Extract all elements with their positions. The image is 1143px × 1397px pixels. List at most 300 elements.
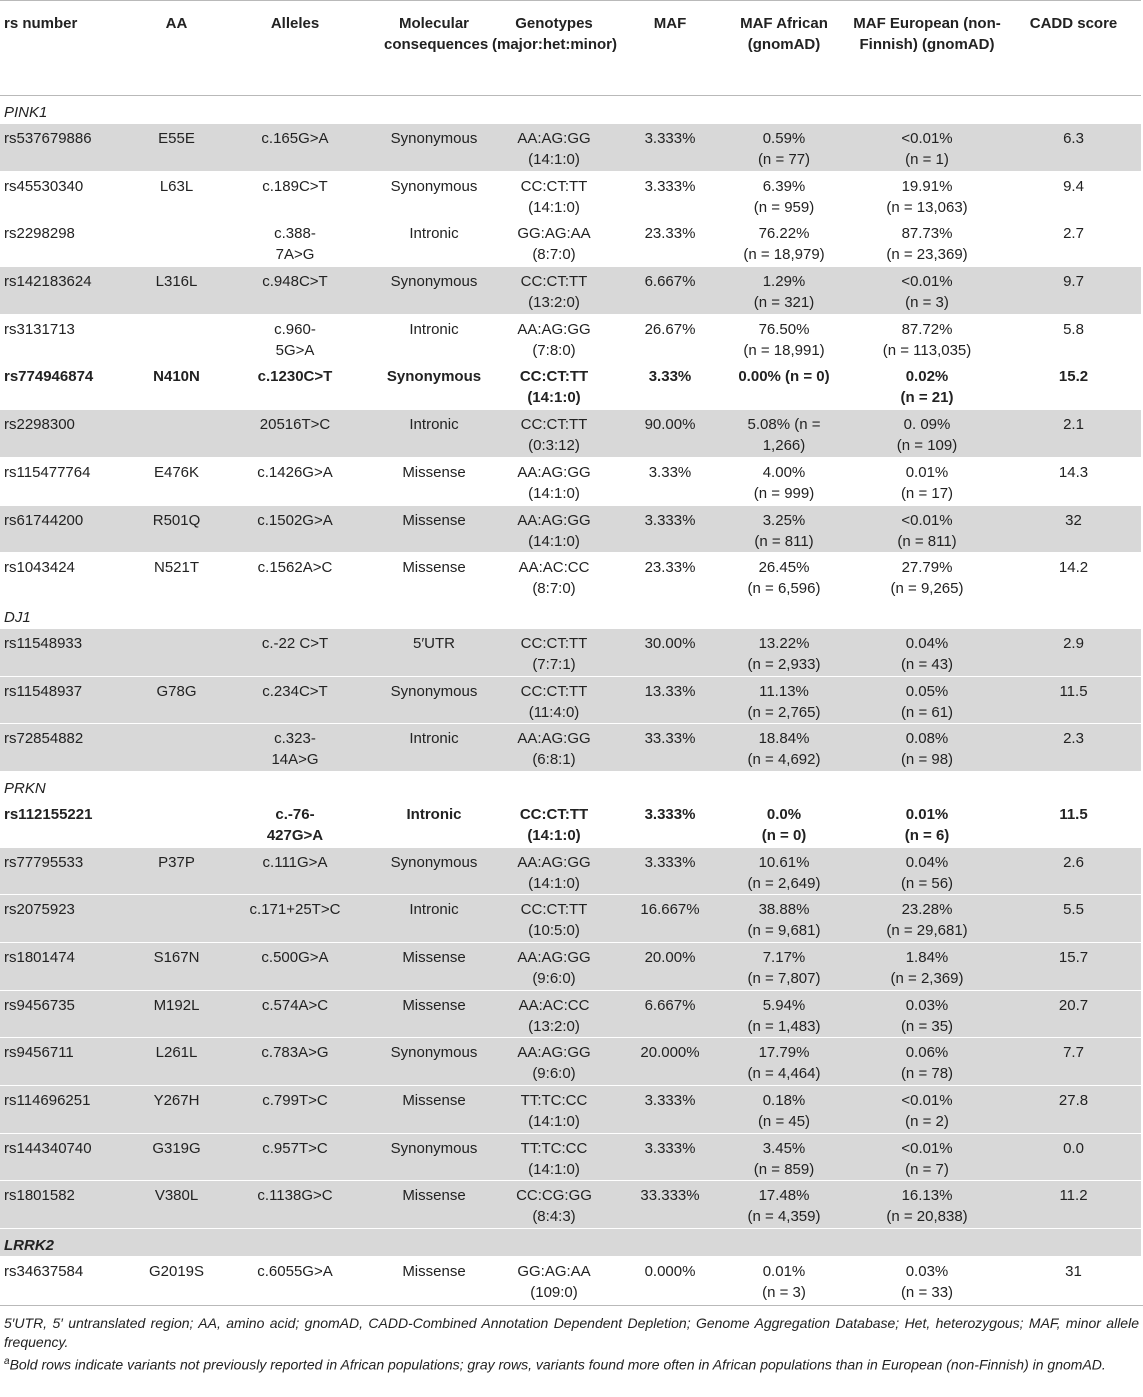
maf-european-cell-line1: 16.13% [901,1187,953,1205]
consequence-cell: Missense [380,457,488,505]
maf-european-cell-line1: 0.04% [905,853,949,871]
genotype-cell [488,410,620,458]
maf-african-cell-line1: 0.00% (n = 0) [738,368,830,386]
allele-cell-line2: 7A>G [275,246,315,264]
maf-cell: 6.667% [620,267,720,315]
aa-cell: L261L [143,1038,210,1086]
footnote-abbreviations: 5′UTR, 5′ untranslated region; AA, amino acid; gnomAD, CADD-Combined Annotation Dependent Depletion; Genome Aggregation Database; Het, heterozygous; MAF, minor allele frequency. [4,1314,1139,1350]
gene-name: DJ1 [0,600,1141,628]
rs-number-cell: rs11548933 [0,628,143,676]
genotype-cell-line1: CC:CT:TT [520,273,588,291]
allele-cell-line2: 14A>G [271,751,319,769]
maf-african-cell-line1: 5.08% (n = [747,416,821,434]
allele-cell: c.574A>C [210,990,380,1038]
aa-cell [143,410,210,458]
maf-african-cell [720,553,848,601]
allele-cell-line1: c.323- [274,730,316,748]
maf-european-cell [848,314,1006,362]
maf-african-cell [720,124,848,172]
col-cadd-score: CADD score [1006,1,1141,96]
maf-european-cell [848,1133,1006,1181]
maf-european-cell-line1: 0.06% [905,1044,949,1062]
genotype-cell-line1: AA:AG:GG [517,1044,591,1062]
cadd-cell: 7.7 [1006,1038,1141,1086]
variant-row [0,895,1141,943]
maf-european-cell-line1: 0.01% [905,463,949,481]
genotype-cell-line1: AA:AG:GG [517,463,591,481]
maf-cell: 33.333% [620,1181,720,1229]
maf-african-cell-line2: (n = 4,692) [747,751,821,769]
maf-cell: 3.333% [620,847,720,895]
rs-number-cell: rs11548937 [0,676,143,724]
cadd-cell: 2.6 [1006,847,1141,895]
maf-african-cell-line1: 76.22% [758,225,810,243]
maf-african-cell-line2: (n = 3) [762,1284,806,1302]
genotype-cell-line2: (7:7:1) [532,655,576,673]
allele-cell: c.234C>T [210,676,380,724]
maf-african-cell-line1: 3.45% [762,1139,806,1157]
genotype-cell-line2: (14:1:0) [528,151,580,168]
maf-african-cell-line1: 17.79% [758,1044,810,1062]
cadd-cell: 14.2 [1006,553,1141,601]
genotype-cell-line2: (13:2:0) [528,294,580,312]
col-maf: MAF [620,1,720,96]
genotype-cell [488,124,620,172]
maf-african-cell-line1: 26.45% [758,559,810,577]
genotype-cell-line2: (8:7:0) [532,246,576,264]
variant-row [0,362,1141,410]
maf-european-cell-line2: (n = 56) [900,874,954,892]
rs-number-cell: rs144340740 [0,1133,143,1181]
aa-cell: L316L [143,267,210,315]
genotype-cell-line1: AA:AC:CC [518,559,590,577]
maf-african-cell-line1: 0.59% [762,130,806,147]
gene-name: PRKN [0,771,1141,799]
genotype-cell [488,724,620,772]
maf-european-cell-line2: (n = 21) [900,389,954,407]
allele-cell [210,799,380,847]
allele-cell: c.189C>T [210,171,380,219]
aa-cell: S167N [143,943,210,991]
consequence-cell: Synonymous [380,1038,488,1086]
maf-african-cell-line1: 0.18% [762,1092,806,1110]
genotype-cell [488,676,620,724]
genotype-cell-line2: (14:1:0) [528,198,580,216]
consequence-cell: Missense [380,990,488,1038]
maf-african-cell-line2: (n = 811) [754,532,814,550]
maf-european-cell-line2: (n = 61) [900,703,954,721]
gene-group-row [0,600,1141,628]
maf-african-cell [720,1181,848,1229]
allele-cell: c.171+25T>C [210,895,380,943]
genotype-cell-line2: (0:3:12) [528,437,580,455]
rs-number-cell: rs774946874 [0,362,143,410]
genotype-cell-line2: (14:1:0) [528,874,580,892]
aa-cell: R501Q [143,505,210,553]
variant-row [0,1038,1141,1086]
allele-cell: c.957T>C [210,1133,380,1181]
maf-european-cell-line2: (n = 6) [904,826,950,844]
cadd-cell: 2.9 [1006,628,1141,676]
maf-african-cell-line2: (n = 18,991) [743,341,825,359]
gene-group-row [0,96,1141,124]
maf-european-cell-line1: 0. 09% [903,416,951,434]
maf-african-cell [720,1133,848,1181]
genotype-cell-line1: CC:CT:TT [520,682,588,700]
maf-european-cell [848,628,1006,676]
maf-african-cell [720,943,848,991]
maf-african-cell [720,267,848,315]
maf-african-cell-line2: (n = 2,933) [747,655,821,673]
col-maf-african: MAF African (gnomAD) [720,1,848,96]
genotype-cell [488,457,620,505]
maf-european-cell-line2: (n = 29,681) [886,922,968,940]
col-rs-number: rs number [0,1,143,96]
genotype-cell-line2: (8:7:0) [532,580,576,598]
genotype-cell [488,362,620,410]
allele-cell: 20516T>C [210,410,380,458]
variant-row [0,943,1141,991]
col-aa: AA [143,1,210,96]
maf-african-cell-line1: 10.61% [758,853,810,871]
genotype-cell-line1: CC:CT:TT [519,805,589,823]
maf-european-cell [848,1181,1006,1229]
aa-cell: P37P [143,847,210,895]
maf-african-cell [720,799,848,847]
maf-european-cell-line1: 87.72% [901,320,953,338]
maf-cell: 3.333% [620,799,720,847]
maf-european-cell [848,219,1006,267]
maf-european-cell-line2: (n = 78) [900,1065,954,1083]
maf-european-cell-line2: (n = 3) [905,294,949,312]
consequence-cell: Synonymous [380,267,488,315]
variant-row [0,553,1141,601]
genotype-cell-line2: (14:1:0) [528,1113,580,1131]
maf-african-cell-line1: 5.94% [762,996,806,1014]
genotype-cell-line2: (9:6:0) [532,970,576,987]
maf-african-cell-line2: (n = 45) [757,1113,811,1131]
allele-cell: c.1426G>A [210,457,380,505]
maf-european-cell [848,676,1006,724]
maf-european-cell [848,724,1006,772]
maf-european-cell [848,1257,1006,1305]
genotype-cell-line1: AA:AG:GG [517,949,591,966]
consequence-cell: Synonymous [380,1133,488,1181]
genotype-cell [488,1086,620,1134]
genotype-cell [488,990,620,1038]
consequence-cell: 5′UTR [380,628,488,676]
allele-cell: c.1562A>C [210,553,380,601]
maf-european-cell-line2: (n = 20,838) [886,1208,968,1226]
consequence-cell: Missense [380,553,488,601]
maf-european-cell [848,553,1006,601]
maf-african-cell [720,505,848,553]
allele-cell-line2: 427G>A [266,826,324,844]
cadd-cell: 20.7 [1006,990,1141,1038]
cadd-cell: 2.3 [1006,724,1141,772]
cadd-cell: 27.8 [1006,1086,1141,1134]
aa-cell: E55E [143,124,210,172]
variant-row [0,1181,1141,1229]
cadd-cell: 11.2 [1006,1181,1141,1229]
consequence-cell: Missense [380,505,488,553]
variant-row [0,124,1141,172]
maf-cell: 26.67% [620,314,720,362]
variant-row [0,314,1141,362]
maf-african-cell [720,1257,848,1305]
genotype-cell-line1: TT:TC:CC [520,1139,588,1157]
maf-european-cell-line1: 0.01% [905,805,949,823]
maf-cell: 33.33% [620,724,720,772]
maf-european-cell [848,362,1006,410]
gene-group-row [0,771,1141,799]
maf-african-cell-line2: 1,266) [762,437,806,455]
maf-cell: 13.33% [620,676,720,724]
rs-number-cell: rs34637584 [0,1257,143,1305]
genotype-cell-line1: CC:CT:TT [520,416,588,434]
genotype-cell-line2: (14:1:0) [527,826,581,844]
maf-european-cell-line2: (n = 1) [905,151,949,168]
footnote-mark: a [4,1355,10,1367]
maf-cell: 0.000% [620,1257,720,1305]
allele-cell: c.948C>T [210,267,380,315]
maf-european-cell-line1: <0.01% [901,511,953,529]
aa-cell: N410N [143,362,210,410]
rs-number-cell: rs45530340 [0,171,143,219]
maf-african-cell-line2: (n = 7,807) [747,970,821,987]
genotype-cell-line2: (13:2:0) [528,1017,580,1035]
aa-cell: L63L [143,171,210,219]
rs-number-cell: rs61744200 [0,505,143,553]
maf-african-cell-line1: 38.88% [758,901,810,919]
maf-european-cell [848,124,1006,172]
variant-row [0,219,1141,267]
maf-european-cell [848,410,1006,458]
rs-number-cell: rs2298300 [0,410,143,458]
table-body [0,96,1141,1305]
cadd-cell: 2.7 [1006,219,1141,267]
genotype-cell-line2: (14:1:0) [528,532,580,550]
maf-african-cell-line2: (n = 321) [753,294,815,312]
variant-row [0,1133,1141,1181]
cadd-cell: 32 [1006,505,1141,553]
gene-name: PINK1 [0,96,1141,124]
maf-european-cell-line2: (n = 13,063) [886,198,968,216]
maf-african-cell-line2: (n = 18,979) [743,246,825,264]
maf-african-cell-line1: 4.00% [762,463,806,481]
maf-african-cell-line2: (n = 4,359) [747,1208,821,1226]
genotype-cell [488,1257,620,1305]
genotype-cell-line1: AA:AG:GG [517,730,591,748]
maf-european-cell [848,1086,1006,1134]
aa-cell: E476K [143,457,210,505]
aa-cell [143,799,210,847]
aa-cell: G319G [143,1133,210,1181]
col-genotypes: Genotypes (major:het:minor) [488,1,620,96]
maf-cell: 3.33% [620,457,720,505]
genotype-cell-line1: CC:CT:TT [520,901,588,919]
maf-european-cell-line2: (n = 23,369) [886,246,968,264]
maf-european-cell-line1: 0.08% [905,730,949,748]
rs-number-cell: rs2075923 [0,895,143,943]
maf-european-cell [848,457,1006,505]
maf-european-cell-line1: 0.03% [905,996,949,1014]
maf-cell: 23.33% [620,553,720,601]
maf-european-cell-line2: (n = 109) [896,437,958,455]
variant-row [0,410,1141,458]
rs-number-cell: rs2298298 [0,219,143,267]
maf-african-cell [720,457,848,505]
maf-african-cell-line1: 11.13% [759,682,809,700]
allele-cell-line2: 5G>A [275,341,315,359]
maf-european-cell [848,1038,1006,1086]
aa-cell [143,628,210,676]
cadd-cell: 0.0 [1006,1133,1141,1181]
genotype-cell-line2: (7:8:0) [532,341,576,359]
variant-row [0,847,1141,895]
maf-african-cell [720,410,848,458]
maf-cell: 3.333% [620,505,720,553]
rs-number-cell: rs1801582 [0,1181,143,1229]
genotype-cell [488,943,620,991]
cadd-cell: 6.3 [1006,124,1141,172]
consequence-cell: Missense [380,1257,488,1305]
consequence-cell: Synonymous [380,847,488,895]
cadd-cell: 5.8 [1006,314,1141,362]
maf-african-cell [720,219,848,267]
maf-european-cell [848,847,1006,895]
variant-row [0,457,1141,505]
consequence-cell: Synonymous [380,362,488,410]
allele-cell: c.1138G>C [210,1181,380,1229]
consequence-cell: Missense [380,1086,488,1134]
table-footnotes [0,1305,1143,1375]
consequence-cell: Synonymous [380,124,488,172]
maf-european-cell-line1: <0.01% [901,1139,953,1157]
genotype-cell [488,1181,620,1229]
gene-group-row [0,1229,1141,1257]
aa-cell: G78G [143,676,210,724]
rs-number-cell: rs537679886 [0,124,143,172]
cadd-cell: 9.7 [1006,267,1141,315]
cadd-cell: 5.5 [1006,895,1141,943]
maf-european-cell [848,799,1006,847]
genotype-cell-line1: AA:AC:CC [518,996,590,1014]
variant-row [0,990,1141,1038]
maf-cell: 3.333% [620,171,720,219]
maf-european-cell [848,990,1006,1038]
consequence-cell: Missense [380,943,488,991]
maf-african-cell-line2: (n = 859) [753,1160,815,1178]
maf-african-cell-line1: 76.50% [758,320,810,338]
maf-cell: 90.00% [620,410,720,458]
allele-cell: c.1502G>A [210,505,380,553]
genotype-cell-line2: (8:4:3) [532,1208,576,1226]
maf-african-cell [720,990,848,1038]
genotype-cell-line2: (9:6:0) [532,1065,576,1083]
allele-cell-line1: c.960- [274,320,316,338]
allele-cell [210,314,380,362]
header-row [0,1,1141,96]
maf-african-cell-line2: (n = 2,649) [747,874,821,892]
rs-number-cell: rs77795533 [0,847,143,895]
cadd-cell: 9.4 [1006,171,1141,219]
allele-cell: c.-22 C>T [210,628,380,676]
allele-cell [210,219,380,267]
genotype-cell-line1: AA:AG:GG [517,853,591,871]
genotype-cell-line2: (14:1:0) [528,1160,580,1178]
genotype-cell-line1: GG:AG:AA [517,1263,591,1281]
aa-cell: M192L [143,990,210,1038]
consequence-cell: Synonymous [380,676,488,724]
aa-cell [143,724,210,772]
maf-african-cell-line2: (n = 4,464) [747,1065,821,1083]
consequence-cell: Intronic [380,219,488,267]
genotype-cell-line2: (109:0) [530,1284,578,1302]
genotype-cell [488,799,620,847]
maf-african-cell-line2: (n = 77) [757,151,811,168]
maf-european-cell-line2: (n = 43) [900,655,954,673]
variant-row [0,799,1141,847]
maf-european-cell-line2: (n = 33) [900,1284,954,1302]
maf-african-cell [720,847,848,895]
maf-african-cell [720,362,848,410]
aa-cell: V380L [143,1181,210,1229]
maf-african-cell-line2: (n = 6,596) [747,580,821,598]
rs-number-cell: rs115477764 [0,457,143,505]
genotype-cell-line1: AA:AG:GG [517,320,591,338]
maf-european-cell-line1: 0.05% [905,682,949,700]
cadd-cell: 31 [1006,1257,1141,1305]
maf-african-cell-line2: (n = 1,483) [747,1017,821,1035]
maf-european-cell-line1: 0.04% [905,634,949,652]
rs-number-cell: rs1043424 [0,553,143,601]
variant-row [0,267,1141,315]
genotype-cell [488,553,620,601]
cadd-cell: 11.5 [1006,799,1141,847]
maf-european-cell-line2: (n = 811) [897,532,957,550]
maf-cell: 6.667% [620,990,720,1038]
aa-cell [143,219,210,267]
maf-african-cell-line1: 13.22% [758,634,810,652]
genotype-cell-line1: CC:CT:TT [519,368,589,386]
consequence-cell: Intronic [380,724,488,772]
maf-european-cell-line1: 0.02% [905,368,949,386]
maf-african-cell [720,676,848,724]
maf-african-cell-line1: 7.17% [762,949,806,966]
allele-cell-line1: c.-76- [275,805,315,823]
maf-african-cell-line2: (n = 0) [761,826,807,844]
consequence-cell: Intronic [380,799,488,847]
maf-european-cell-line2: (n = 35) [900,1017,954,1035]
aa-cell: N521T [143,553,210,601]
maf-european-cell [848,943,1006,991]
genotype-cell-line1: CC:CT:TT [520,177,588,195]
maf-cell: 23.33% [620,219,720,267]
variant-row [0,676,1141,724]
footnote-legend [4,1352,1139,1375]
genotype-cell-line1: AA:AG:GG [517,511,591,529]
maf-african-cell-line1: 0.0% [766,805,802,823]
cadd-cell: 11.5 [1006,676,1141,724]
maf-european-cell-line2: (n = 9,265) [890,580,964,598]
maf-african-cell [720,1086,848,1134]
maf-african-cell [720,628,848,676]
genotype-cell-line1: AA:AG:GG [517,130,591,147]
maf-african-cell [720,171,848,219]
genotype-cell [488,314,620,362]
maf-cell: 3.33% [620,362,720,410]
